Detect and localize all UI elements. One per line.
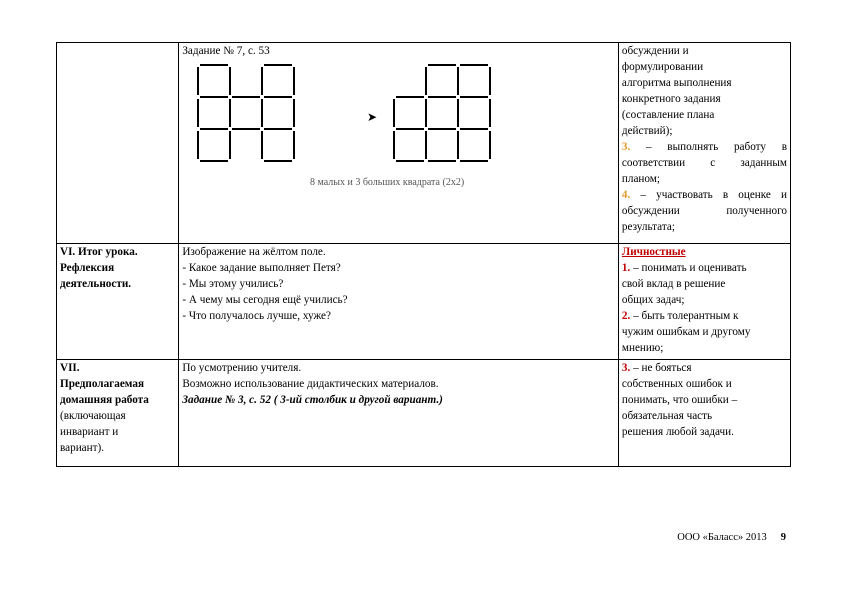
stage-note: (включающая [60, 410, 126, 422]
page-footer [677, 532, 786, 543]
stage-title: домашняя работа [60, 394, 149, 406]
item-number: 3. [621, 362, 631, 374]
content-cell [179, 244, 619, 360]
matchstick-figure [182, 61, 582, 189]
outcomes-cell [618, 244, 790, 360]
matchstick-grid-right [394, 65, 490, 161]
item-number: 4. [621, 189, 631, 201]
outcome-line: свой вклад в решение [621, 278, 726, 290]
content-line: - Какое задание выполняет Петя? [182, 262, 341, 274]
outcome-item-1 [622, 260, 787, 276]
table-row [57, 43, 791, 244]
table-row [57, 360, 791, 467]
content-line: По усмотрению учителя. [182, 362, 302, 374]
task-title: Задание № 7, с. 53 [182, 45, 270, 57]
item-text: – участвовать в оценке и [640, 189, 787, 201]
table-row [57, 244, 791, 360]
outcome-line: действий); [621, 125, 673, 137]
figure-caption: 8 малых и 3 больших квадрата (2х2) [310, 177, 465, 188]
outcome-line: обсуждении и [621, 45, 689, 57]
item-number: 2. [621, 310, 631, 322]
content-line: Возможно использование дидактических материалов. [182, 378, 439, 390]
content-line: Изображение на жёлтом поле. [182, 246, 326, 258]
outcome-line: алгоритма выполнения [621, 77, 732, 89]
item-number: 3. [621, 141, 631, 153]
lesson-table [56, 42, 791, 467]
outcome-line: соответствии с заданным [621, 157, 787, 169]
outcome-line: общих задач; [621, 294, 685, 306]
outcome-line: формулировании [621, 61, 704, 73]
outcome-line: решения любой задачи. [621, 426, 734, 438]
stage-note: вариант). [60, 442, 105, 454]
outcome-line: обсуждении полученного [621, 205, 787, 217]
outcome-line: понимать, что ошибки – [621, 394, 738, 406]
outcome-line: собственных ошибок и [621, 378, 732, 390]
stage-cell [57, 244, 179, 360]
content-line: - А чему мы сегодня ещё учились? [182, 294, 348, 306]
stage-cell-empty [57, 43, 179, 244]
item-number: 1. [621, 262, 631, 274]
item-text: – выполнять работу в [646, 141, 787, 153]
stage-title: деятельности. [60, 278, 132, 290]
homework-task: Задание № 3, с. 52 ( 3-ий столбик и другой вариант.) [182, 394, 443, 406]
outcome-line: планом; [621, 173, 660, 185]
outcome-line: конкретного задания [621, 93, 721, 105]
outcome-line: мнению; [621, 342, 664, 354]
content-cell [179, 43, 619, 244]
item-text: – понимать и оценивать [633, 262, 747, 274]
outcome-line: обязательная часть [621, 410, 713, 422]
outcome-line: чужим ошибкам и другому [621, 326, 751, 338]
matchstick-grid-left [198, 65, 294, 161]
outcome-item-3 [622, 360, 787, 376]
content-line: - Что получалось лучше, хуже? [182, 310, 331, 322]
outcome-item-3 [622, 139, 787, 155]
arrow-icon: ➤ [367, 110, 378, 124]
item-text: – быть толерантным к [633, 310, 739, 322]
page-number: 9 [780, 532, 786, 543]
outcome-item-2 [622, 308, 787, 324]
outcomes-heading: Личностные [621, 246, 686, 258]
content-cell [179, 360, 619, 467]
stage-title: Рефлексия [60, 262, 115, 274]
outcome-line: (составление плана [621, 109, 715, 121]
outcome-item-4 [622, 187, 787, 203]
stage-cell [57, 360, 179, 467]
stage-title: VI. Итог урока. [60, 246, 138, 258]
outcomes-cell [618, 43, 790, 244]
stage-title: Предполагаемая [60, 378, 144, 390]
publisher-text: ООО «Баласс» 2013 [677, 532, 767, 543]
stage-note: инвариант и [60, 426, 119, 438]
outcomes-cell [618, 360, 790, 467]
stage-title: VII. [60, 362, 80, 374]
item-text: – не бояться [633, 362, 692, 374]
content-line: - Мы этому учились? [182, 278, 284, 290]
outcome-line: результата; [621, 221, 675, 233]
